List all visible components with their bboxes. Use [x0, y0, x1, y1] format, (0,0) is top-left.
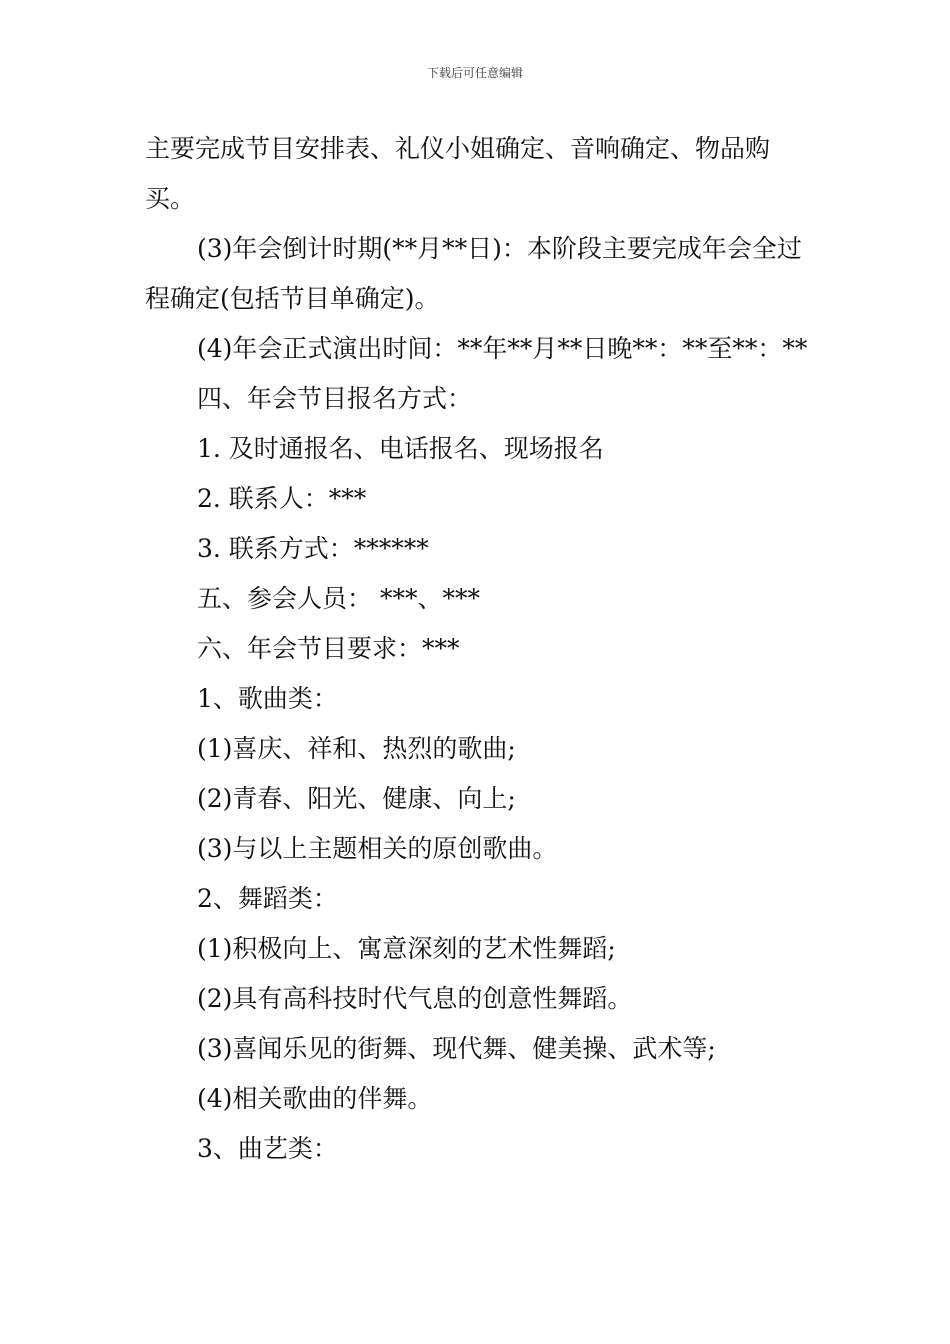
list-item: (1)积极向上、寓意深刻的艺术性舞蹈; [197, 934, 616, 963]
list-item: (2)青春、阳光、健康、向上; [197, 784, 516, 813]
document-body [145, 124, 815, 1174]
page-header: 下载后可任意编辑 [426, 66, 523, 80]
paragraph: (3)年会倒计时期(**月**日)：本阶段主要完成年会全过程确定(包括节目单确定)。 [145, 234, 802, 313]
section-heading: 四、年会节目报名方式： [197, 384, 473, 413]
subsection-heading: 2、舞蹈类： [197, 884, 338, 913]
list-item: 3. 联系方式：****** [197, 534, 429, 563]
section-heading: 五、参会人员： ***、*** [197, 584, 480, 613]
list-item: (4)相关歌曲的伴舞。 [197, 1084, 433, 1113]
list-item: 1. 及时通报名、电话报名、现场报名 [197, 434, 604, 463]
list-item: (3)与以上主题相关的原创歌曲。 [197, 834, 558, 863]
list-item: (2)具有高科技时代气息的创意性舞蹈。 [197, 984, 633, 1013]
paragraph: 主要完成节目安排表、礼仪小姐确定、音响确定、物品购买。 [145, 134, 771, 213]
list-item: (1)喜庆、祥和、热烈的歌曲; [197, 734, 516, 763]
subsection-heading: 1、歌曲类： [197, 684, 338, 713]
list-item: (3)喜闻乐见的街舞、现代舞、健美操、武术等; [197, 1034, 716, 1063]
section-heading: 六、年会节目要求：*** [197, 634, 460, 663]
subsection-heading: 3、曲艺类： [197, 1134, 338, 1163]
paragraph: (4)年会正式演出时间：**年**月**日晚**：**至**：** [197, 334, 808, 363]
list-item: 2. 联系人：*** [197, 484, 367, 513]
